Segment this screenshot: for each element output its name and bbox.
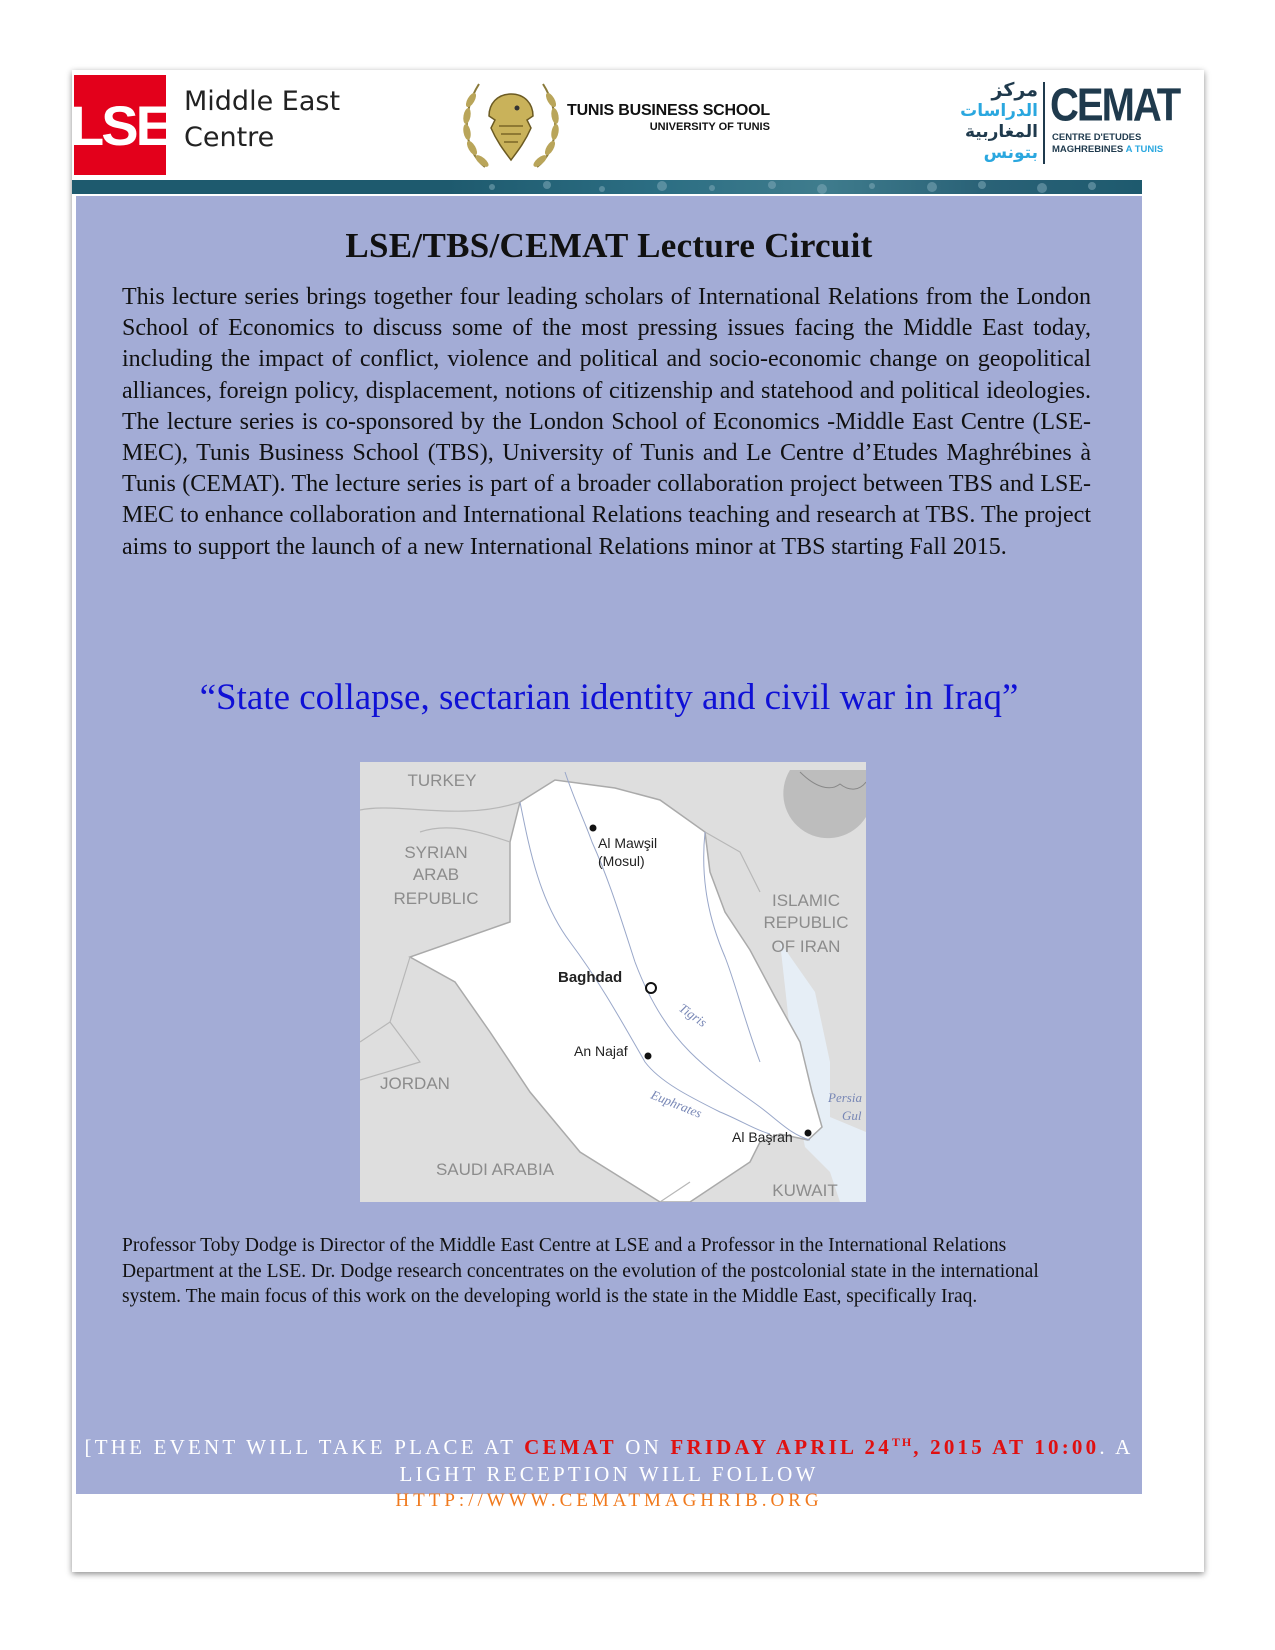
header-band-pattern [452,180,1142,194]
map-label-iran-1: ISLAMIC [771,891,841,910]
logo-header [72,70,1204,188]
cemat-divider [1043,82,1045,164]
iraq-map [360,762,866,1202]
flyer-page [72,70,1204,1572]
map-city-najaf: An Najaf [574,1043,628,1059]
map-city-baghdad: Baghdad [558,969,623,986]
cemat-arabic-line3: المغاربية [964,122,1038,142]
map-label-syria-2: ARAB [412,865,460,884]
cemat-arabic-line1: مركز [991,79,1038,101]
map-label-saudi: SAUDI ARABIA [435,1160,555,1179]
capital-star-icon [646,983,656,993]
cemat-arabic-logo [958,80,1038,168]
lecture-title: “State collapse, sectarian identity and civil war in Iraq” [199,677,1019,718]
event-text-3: . A LIGHT RECEPTION WILL FOLLOW [399,1435,1134,1486]
map-label-syria-3: REPUBLIC [393,889,479,908]
event-date-b: , 2015 AT 10:00 [913,1435,1100,1459]
cemat-sub-line2b: A TUNIS [1125,144,1164,155]
cemat-sub-line1: CENTRE D'ETUDES [1052,132,1142,143]
cemat-full-name [1052,132,1163,156]
map-city-basrah: Al Başrah [732,1129,793,1145]
cemat-arabic-line2: الدراسات [960,101,1038,121]
map-city-mosul-2: (Mosul) [598,853,645,869]
event-date-a: FRIDAY APRIL 24 [670,1435,892,1459]
cemat-sub-line2a: MAGHREBINES [1052,144,1124,155]
tbs-school-name: TUNIS BUSINESS SCHOOL [567,102,770,119]
cemat-logo-text: CEMAT [1050,80,1180,131]
event-details [76,1429,1142,1513]
map-river-euphrates: Euphrates [648,1086,705,1121]
content-panel [76,196,1142,1511]
map-label-iran-3: OF IRAN [771,937,841,956]
map-label-syria-1: SYRIAN [404,843,468,862]
intro-paragraph: This lecture series brings together four leading scholars of International Relations from the London School of Economics to discuss some of the most pressing issues facing the Middle East today, including the impact of conflict, violence and political and socio-economic change on geopolitical alliances, foreign policy, displacement, notions of citizenship and statehood and political ideologies. The lecture series is co-sponsored by the London School of Economics -Middle East Centre (LSE-MEC), Tunis Business School (TBS), University of Tunis and Le Centre d’Etudes Maghrébines à Tunis (CEMAT). The lecture series is part of a broader collaboration project between TBS and LSE-MEC to enhance collaboration and International Relations teaching and research at TBS. The project aims to support the launch of a new International Relations minor at TBS starting Fall 2015. [122,284,1091,560]
cemat-arabic-line4: بتونس [983,143,1038,163]
iraq-map-graphic [360,762,866,1202]
event-date-sup: TH [891,1435,914,1449]
map-label-kuwait: KUWAIT [772,1181,838,1200]
page-title: LSE/TBS/CEMAT Lecture Circuit [345,226,873,265]
map-city-mosul-1: Al Mawşil [598,835,658,851]
event-venue: CEMAT [524,1435,617,1459]
tbs-laurel-eagle-icon [455,72,567,180]
tbs-university-name: UNIVERSITY OF TUNIS [649,121,770,133]
lse-centre-name [184,84,340,156]
map-label-jordan: JORDAN [380,1074,450,1093]
lse-name-line2: Centre [184,122,275,153]
map-label-iran-2: REPUBLIC [763,913,849,932]
tbs-name [567,102,770,133]
map-gulf-2: Gul [842,1108,862,1123]
speaker-bio: Professor Toby Dodge is Director of the Middle East Centre at LSE and a Professor in the International Relations Department at the LSE. Dr. Dodge research concentrates on the evolution of the postcolonial state in the international system. The main focus of this work on the developing world is the state in the Middle East, specifically Iraq. [122,1235,1039,1307]
map-label-turkey: TURKEY [407,771,477,790]
map-river-tigris: Tigris [676,1000,710,1030]
event-text-2: ON [616,1435,671,1459]
map-gulf-1: Persia [828,1090,862,1105]
event-text-1: [THE EVENT WILL TAKE PLACE AT [84,1435,525,1459]
lse-name-line1: Middle East [184,86,341,117]
event-url-link[interactable]: HTTP://WWW.CEMATMAGHRIB.ORG [395,1490,823,1511]
lse-logo: LSE [74,75,166,175]
